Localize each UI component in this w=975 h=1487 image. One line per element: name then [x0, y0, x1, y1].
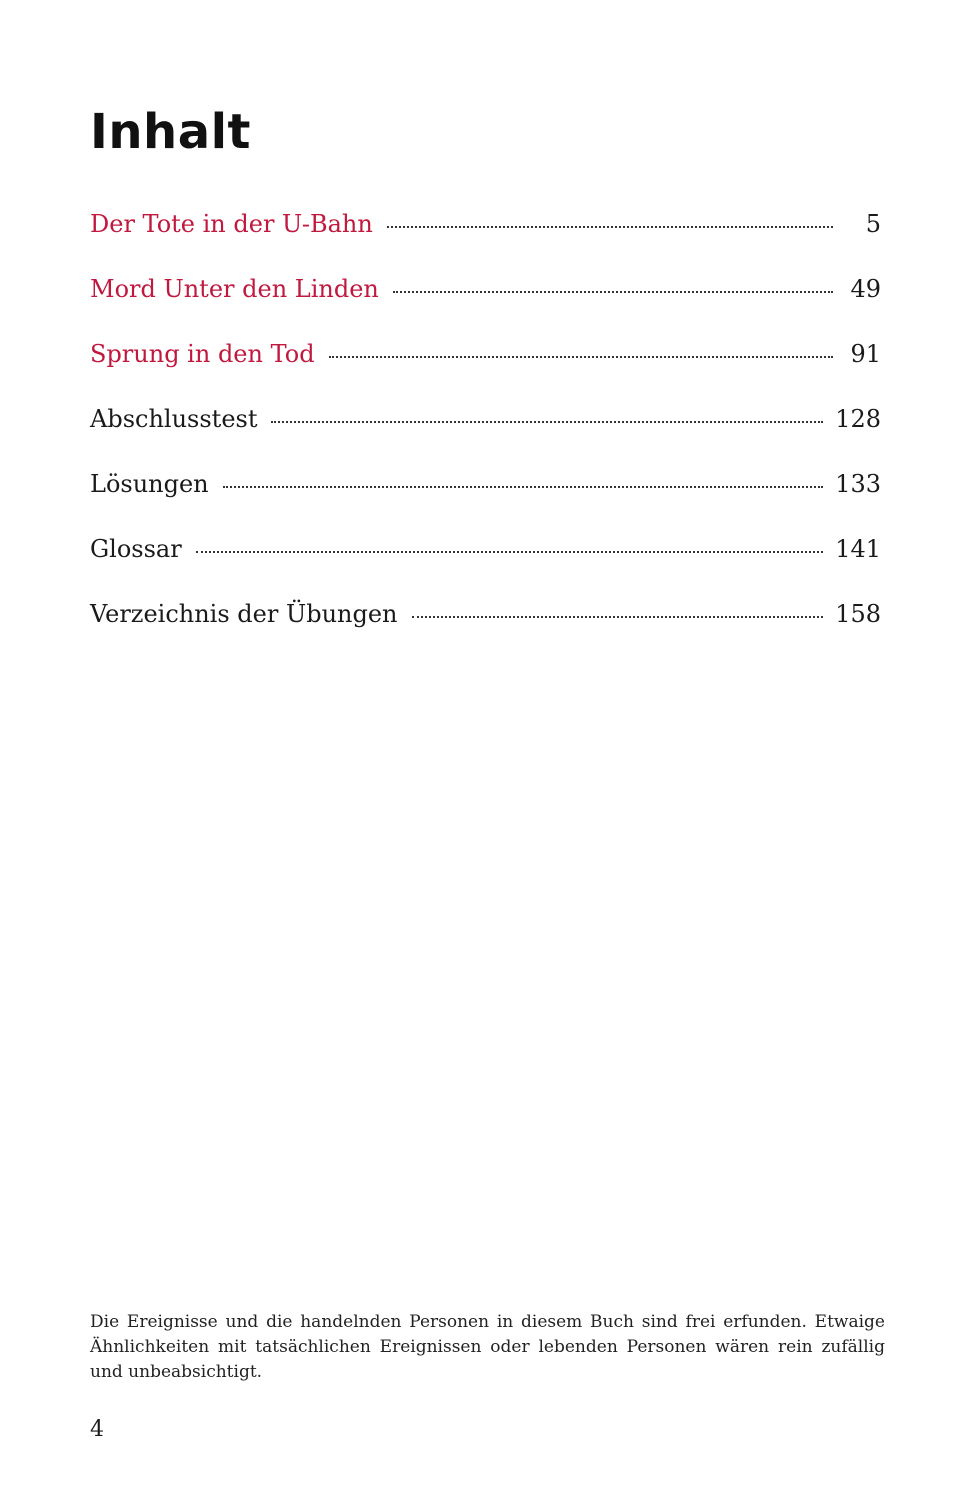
toc-entry-page: 91 — [850, 340, 881, 368]
toc-entry-page: 128 — [835, 405, 881, 433]
page-number: 4 — [90, 1417, 104, 1442]
toc-entry-page: 5 — [865, 210, 881, 238]
toc-entry-title: Verzeichnis der Übungen — [90, 600, 398, 628]
disclaimer-text: Die Ereignisse und die handelnden Personen in diesem Buch sind frei erfunden. Etwaige Ähnlichkeiten mit tatsächlichen Ereignissen oder lebenden Personen wären rein zufällig und unbeabsichtigt. — [90, 1312, 885, 1382]
toc-entry-sprung-in-den-tod[interactable] — [90, 330, 881, 395]
toc-entry-page: 141 — [835, 535, 881, 563]
toc-entry-verzeichnis-der-uebungen[interactable] — [90, 590, 881, 655]
toc-entry-mord-unter-den-linden[interactable] — [90, 265, 881, 330]
toc-entry-loesungen[interactable] — [90, 460, 881, 525]
dot-leader — [387, 226, 833, 228]
toc-entry-title: Sprung in den Tod — [90, 340, 315, 368]
toc-entry-glossar[interactable] — [90, 525, 881, 590]
toc-entry-page: 158 — [835, 600, 881, 628]
dot-leader — [196, 551, 823, 553]
dot-leader — [412, 616, 824, 618]
toc-entry-der-tote-in-der-u-bahn[interactable] — [90, 200, 881, 265]
page-title: Inhalt — [90, 104, 251, 160]
toc-entry-abschlusstest[interactable] — [90, 395, 881, 460]
toc-entry-title: Der Tote in der U-Bahn — [90, 210, 373, 238]
table-of-contents — [90, 200, 881, 655]
toc-entry-title: Abschlusstest — [90, 405, 258, 433]
toc-entry-page: 49 — [850, 275, 881, 303]
dot-leader — [393, 291, 833, 293]
dot-leader — [223, 486, 824, 488]
toc-entry-page: 133 — [835, 470, 881, 498]
toc-entry-title: Mord Unter den Linden — [90, 275, 379, 303]
dot-leader — [271, 421, 823, 423]
toc-entry-title: Glossar — [90, 535, 182, 563]
dot-leader — [329, 356, 833, 358]
toc-entry-title: Lösungen — [90, 470, 209, 498]
